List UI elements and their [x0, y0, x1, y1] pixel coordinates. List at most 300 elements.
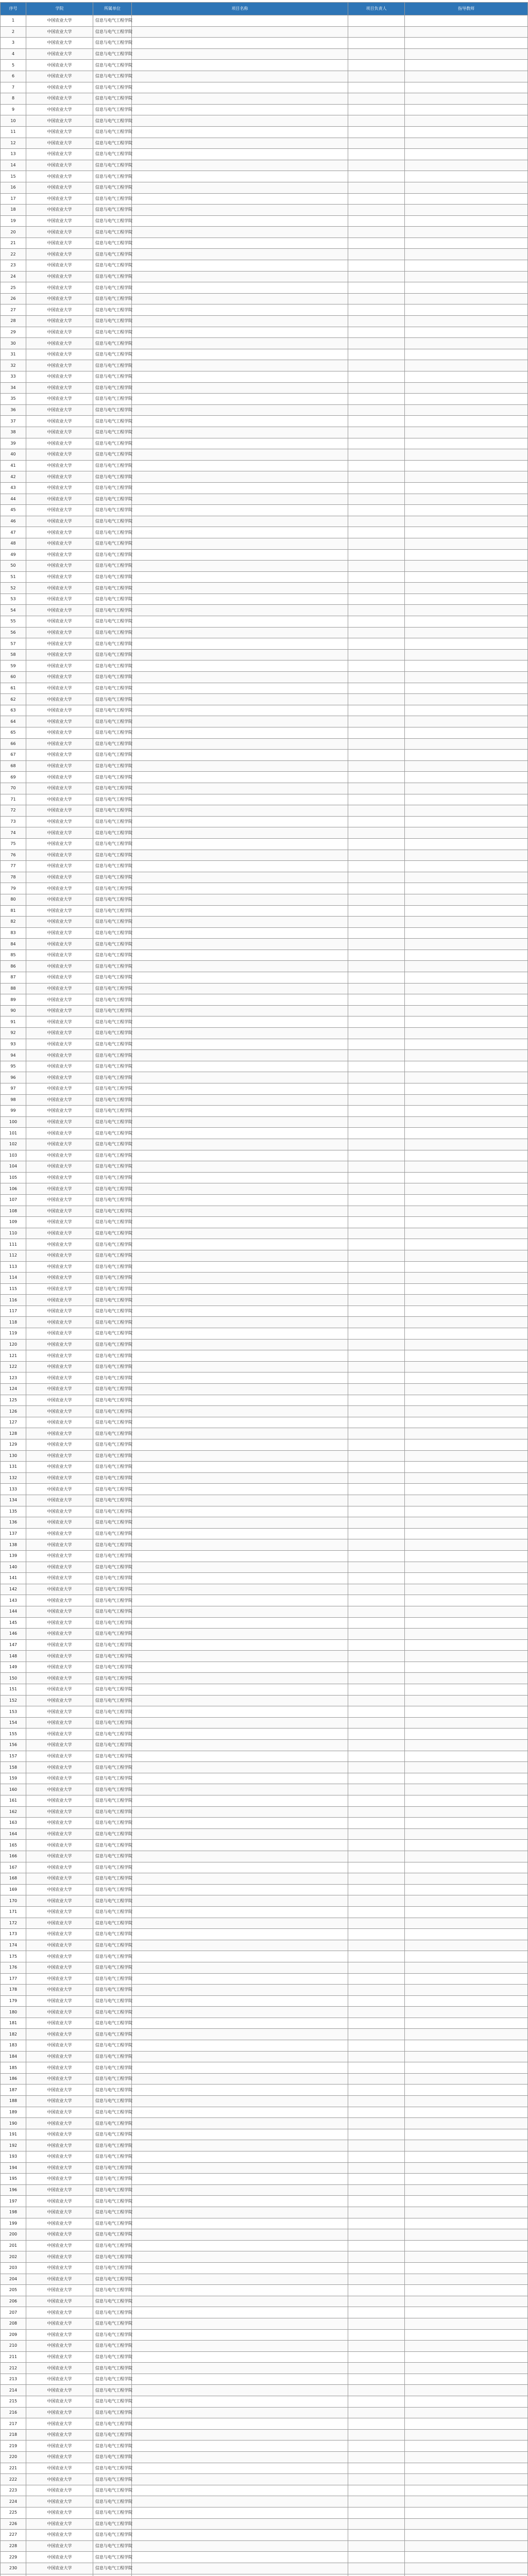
cell-title — [132, 594, 348, 605]
cell-unit: 信息与电气工程学院 — [93, 1061, 132, 1072]
table-row — [1, 883, 528, 894]
cell-advisor — [405, 1161, 528, 1173]
cell-unit: 信息与电气工程学院 — [93, 138, 132, 149]
cell-advisor — [405, 304, 528, 316]
cell-college: 中国农业大学 — [26, 1295, 93, 1306]
table-row — [1, 227, 528, 238]
cell-advisor — [405, 838, 528, 850]
cell-title — [132, 750, 348, 761]
cell-title — [132, 1206, 348, 1217]
cell-unit: 信息与电气工程学院 — [93, 482, 132, 494]
table-row — [1, 2530, 528, 2541]
table-row — [1, 2174, 528, 2185]
cell-lead — [348, 805, 405, 817]
cell-title — [132, 1106, 348, 1117]
cell-seq: 173 — [1, 1929, 26, 1940]
table-row — [1, 2418, 528, 2430]
cell-title — [132, 2140, 348, 2151]
table-row — [1, 1940, 528, 1951]
cell-lead — [348, 160, 405, 171]
cell-college: 中国农业大学 — [26, 1350, 93, 1362]
cell-advisor — [405, 2530, 528, 2541]
cell-lead — [348, 438, 405, 449]
cell-seq: 120 — [1, 1339, 26, 1350]
cell-lead — [348, 460, 405, 471]
cell-unit: 信息与电气工程学院 — [93, 1662, 132, 1673]
cell-unit: 信息与电气工程学院 — [93, 382, 132, 394]
cell-seq: 188 — [1, 2096, 26, 2107]
cell-seq: 73 — [1, 816, 26, 827]
cell-seq: 196 — [1, 2184, 26, 2196]
cell-title — [132, 2530, 348, 2541]
cell-seq: 63 — [1, 705, 26, 716]
cell-seq: 211 — [1, 2351, 26, 2363]
cell-unit: 信息与电气工程学院 — [93, 1495, 132, 1506]
cell-lead — [348, 1795, 405, 1807]
cell-seq: 70 — [1, 783, 26, 794]
cell-advisor — [405, 2496, 528, 2507]
cell-advisor — [405, 2385, 528, 2396]
cell-seq: 67 — [1, 750, 26, 761]
cell-seq: 36 — [1, 404, 26, 416]
cell-advisor — [405, 2429, 528, 2441]
cell-title — [132, 215, 348, 227]
cell-unit: 信息与电气工程学院 — [93, 861, 132, 872]
cell-college: 中国农业大学 — [26, 638, 93, 650]
cell-seq: 170 — [1, 1895, 26, 1907]
cell-college: 中国农业大学 — [26, 149, 93, 160]
cell-lead — [348, 816, 405, 827]
table-row — [1, 2429, 528, 2441]
cell-advisor — [405, 1350, 528, 1362]
cell-college: 中国农业大学 — [26, 1484, 93, 1495]
cell-college: 中国农业大学 — [26, 1328, 93, 1340]
cell-college: 中国农业大学 — [26, 249, 93, 260]
cell-unit: 信息与电气工程学院 — [93, 1250, 132, 1261]
cell-advisor — [405, 983, 528, 994]
table-row — [1, 1651, 528, 1662]
cell-college: 中国农业大学 — [26, 2140, 93, 2151]
cell-college: 中国农业大学 — [26, 2096, 93, 2107]
cell-title — [132, 1228, 348, 1239]
cell-seq: 15 — [1, 171, 26, 182]
cell-unit: 信息与电气工程学院 — [93, 249, 132, 260]
cell-advisor — [405, 2474, 528, 2485]
cell-unit: 信息与电气工程学院 — [93, 2485, 132, 2496]
cell-seq: 69 — [1, 772, 26, 783]
cell-advisor — [405, 1083, 528, 1095]
cell-lead — [348, 1662, 405, 1673]
cell-seq: 26 — [1, 293, 26, 304]
cell-title — [132, 1773, 348, 1784]
cell-unit: 信息与电气工程学院 — [93, 1506, 132, 1517]
cell-unit: 信息与电气工程学院 — [93, 260, 132, 272]
cell-college: 中国农业大学 — [26, 983, 93, 994]
cell-title — [132, 1283, 348, 1295]
cell-college: 中国农业大学 — [26, 561, 93, 572]
cell-lead — [348, 2452, 405, 2463]
cell-unit: 信息与电气工程学院 — [93, 2007, 132, 2018]
cell-college — [26, 2574, 93, 2576]
table-row — [1, 1239, 528, 1250]
cell-title — [132, 538, 348, 549]
cell-title — [132, 1906, 348, 1918]
cell-seq: 116 — [1, 1295, 26, 1306]
table-row — [1, 238, 528, 249]
cell-seq: 9 — [1, 104, 26, 115]
cell-title — [132, 527, 348, 538]
cell-college: 中国农业大学 — [26, 2084, 93, 2096]
cell-lead — [348, 2196, 405, 2207]
cell-college: 中国农业大学 — [26, 282, 93, 294]
table-row — [1, 1795, 528, 1807]
table-row — [1, 1172, 528, 1183]
cell-college: 中国农业大学 — [26, 2341, 93, 2352]
cell-advisor — [405, 1695, 528, 1706]
cell-title — [132, 371, 348, 383]
table-row — [1, 783, 528, 794]
cell-college: 中国农业大学 — [26, 1094, 93, 1106]
cell-unit: 信息与电气工程学院 — [93, 983, 132, 994]
cell-title — [132, 850, 348, 861]
cell-advisor — [405, 2285, 528, 2296]
cell-college: 中国农业大学 — [26, 427, 93, 438]
cell-title — [132, 939, 348, 950]
table-row — [1, 1472, 528, 1484]
cell-seq: 203 — [1, 2262, 26, 2274]
table-row — [1, 149, 528, 160]
cell-advisor — [405, 2363, 528, 2374]
cell-unit: 信息与电气工程学院 — [93, 1350, 132, 1362]
cell-title — [132, 1094, 348, 1106]
cell-advisor — [405, 371, 528, 383]
cell-title — [132, 1662, 348, 1673]
cell-advisor — [405, 2418, 528, 2430]
cell-advisor — [405, 1684, 528, 1696]
cell-lead — [348, 427, 405, 438]
cell-unit: 信息与电气工程学院 — [93, 2229, 132, 2241]
cell-lead — [348, 894, 405, 905]
cell-seq: 39 — [1, 438, 26, 449]
cell-unit: 信息与电气工程学院 — [93, 2540, 132, 2552]
cell-advisor — [405, 1662, 528, 1673]
table-row — [1, 2385, 528, 2396]
cell-title — [132, 338, 348, 349]
column-header-college: 学院 — [26, 3, 93, 15]
cell-lead — [348, 2429, 405, 2441]
cell-advisor — [405, 238, 528, 249]
table-row — [1, 293, 528, 304]
table-row — [1, 2351, 528, 2363]
table-row — [1, 15, 528, 27]
cell-unit: 信息与电气工程学院 — [93, 2518, 132, 2530]
cell-title — [132, 2329, 348, 2341]
cell-lead — [348, 1717, 405, 1728]
cell-title — [132, 1273, 348, 1284]
cell-lead — [348, 1183, 405, 1195]
cell-lead — [348, 683, 405, 694]
cell-advisor — [405, 527, 528, 538]
table-row — [1, 1028, 528, 1039]
cell-college: 中国农业大学 — [26, 2552, 93, 2563]
table-row — [1, 394, 528, 405]
cell-college: 中国农业大学 — [26, 1273, 93, 1284]
table-row — [1, 271, 528, 282]
cell-unit: 信息与电气工程学院 — [93, 561, 132, 572]
cell-lead — [348, 149, 405, 160]
table-row — [1, 1139, 528, 1150]
cell-unit: 信息与电气工程学院 — [93, 1773, 132, 1784]
cell-lead — [348, 571, 405, 583]
cell-lead — [348, 1239, 405, 1250]
cell-title — [132, 1539, 348, 1551]
cell-seq: 142 — [1, 1584, 26, 1595]
cell-unit: 信息与电气工程学院 — [93, 438, 132, 449]
table-row — [1, 939, 528, 950]
cell-seq: 160 — [1, 1784, 26, 1795]
cell-lead — [348, 2341, 405, 2352]
cell-title — [132, 494, 348, 505]
cell-unit: 信息与电气工程学院 — [93, 1005, 132, 1016]
table-row — [1, 2474, 528, 2485]
table-row — [1, 683, 528, 694]
table-row — [1, 872, 528, 883]
cell-advisor — [405, 1194, 528, 1206]
cell-title — [132, 1762, 348, 1773]
table-row — [1, 1406, 528, 1417]
cell-unit: 信息与电气工程学院 — [93, 1417, 132, 1428]
cell-lead — [348, 538, 405, 549]
cell-unit: 信息与电气工程学院 — [93, 1639, 132, 1651]
cell-unit: 信息与电气工程学院 — [93, 1873, 132, 1885]
cell-title — [132, 1962, 348, 1973]
cell-seq: 96 — [1, 1072, 26, 1083]
cell-unit: 信息与电气工程学院 — [93, 271, 132, 282]
cell-seq: 92 — [1, 1028, 26, 1039]
cell-unit: 信息与电气工程学院 — [93, 1439, 132, 1451]
cell-seq: 166 — [1, 1851, 26, 1862]
table-row — [1, 583, 528, 594]
table-row — [1, 1039, 528, 1050]
table-row — [1, 961, 528, 972]
cell-unit: 信息与电气工程学院 — [93, 939, 132, 950]
table-row — [1, 738, 528, 750]
cell-title — [132, 1194, 348, 1206]
cell-title — [132, 2351, 348, 2363]
cell-seq: 106 — [1, 1183, 26, 1195]
cell-seq: 46 — [1, 516, 26, 527]
cell-college: 中国农业大学 — [26, 783, 93, 794]
header-row — [1, 3, 528, 15]
cell-advisor — [405, 783, 528, 794]
cell-seq: 102 — [1, 1139, 26, 1150]
cell-college: 中国农业大学 — [26, 1306, 93, 1317]
cell-seq: 195 — [1, 2174, 26, 2185]
cell-title — [132, 1116, 348, 1128]
cell-advisor — [405, 1273, 528, 1284]
cell-college: 中国农业大学 — [26, 327, 93, 338]
cell-unit: 信息与电气工程学院 — [93, 1283, 132, 1295]
cell-lead — [348, 1261, 405, 1273]
cell-college: 中国农业大学 — [26, 138, 93, 149]
cell-seq: 141 — [1, 1573, 26, 1584]
cell-unit: 信息与电气工程学院 — [93, 471, 132, 483]
cell-title — [132, 1306, 348, 1317]
cell-unit: 信息与电气工程学院 — [93, 883, 132, 894]
cell-lead — [348, 1150, 405, 1161]
cell-seq: 163 — [1, 1818, 26, 1829]
cell-title — [132, 182, 348, 193]
cell-unit: 信息与电气工程学院 — [93, 2341, 132, 2352]
cell-seq: 30 — [1, 338, 26, 349]
table-row — [1, 1584, 528, 1595]
cell-advisor — [405, 1261, 528, 1273]
cell-seq: 78 — [1, 872, 26, 883]
cell-seq: 145 — [1, 1617, 26, 1629]
cell-lead — [348, 327, 405, 338]
cell-advisor — [405, 2096, 528, 2107]
cell-lead — [348, 1372, 405, 1384]
cell-lead — [348, 1918, 405, 1929]
cell-seq: 197 — [1, 2196, 26, 2207]
cell-lead — [348, 2485, 405, 2496]
cell-lead — [348, 2530, 405, 2541]
cell-seq: 14 — [1, 160, 26, 171]
table-row — [1, 1562, 528, 1573]
cell-advisor — [405, 917, 528, 928]
cell-college: 中国农业大学 — [26, 2329, 93, 2341]
table-row — [1, 1929, 528, 1940]
cell-college: 中国农业大学 — [26, 382, 93, 394]
cell-advisor — [405, 404, 528, 416]
cell-college: 中国农业大学 — [26, 1250, 93, 1261]
cell-college: 中国农业大学 — [26, 605, 93, 616]
cell-seq: 200 — [1, 2229, 26, 2241]
table-row — [1, 1361, 528, 1372]
cell-title — [132, 2051, 348, 2062]
cell-seq: 95 — [1, 1061, 26, 1072]
cell-lead — [348, 2407, 405, 2418]
cell-lead — [348, 1528, 405, 1539]
cell-college: 中国农业大学 — [26, 304, 93, 316]
cell-unit: 信息与电气工程学院 — [93, 1617, 132, 1629]
cell-college: 中国农业大学 — [26, 583, 93, 594]
cell-lead — [348, 1094, 405, 1106]
cell-seq: 21 — [1, 238, 26, 249]
cell-unit: 信息与电气工程学院 — [93, 1695, 132, 1706]
cell-college: 中国农业大学 — [26, 1206, 93, 1217]
cell-seq: 148 — [1, 1651, 26, 1662]
cell-seq: 171 — [1, 1906, 26, 1918]
table-row — [1, 1072, 528, 1083]
cell-advisor — [405, 2196, 528, 2207]
cell-unit: 信息与电气工程学院 — [93, 327, 132, 338]
cell-lead — [348, 1550, 405, 1562]
cell-seq: 118 — [1, 1317, 26, 1328]
cell-lead — [348, 138, 405, 149]
table-row — [1, 1728, 528, 1740]
cell-lead — [348, 2029, 405, 2040]
cell-advisor — [405, 1306, 528, 1317]
table-row — [1, 2574, 528, 2576]
cell-advisor — [405, 149, 528, 160]
cell-seq: 58 — [1, 649, 26, 660]
table-row — [1, 1906, 528, 1918]
cell-title — [132, 2073, 348, 2084]
cell-college: 中国农业大学 — [26, 182, 93, 193]
cell-lead — [348, 1106, 405, 1117]
cell-college: 中国农业大学 — [26, 705, 93, 716]
cell-title — [132, 438, 348, 449]
cell-advisor — [405, 1028, 528, 1039]
cell-unit: 信息与电气工程学院 — [93, 104, 132, 115]
cell-seq: 220 — [1, 2452, 26, 2463]
cell-unit: 信息与电气工程学院 — [93, 2318, 132, 2329]
cell-lead — [348, 861, 405, 872]
cell-advisor — [405, 1072, 528, 1083]
cell-seq: 176 — [1, 1962, 26, 1973]
cell-title — [132, 238, 348, 249]
cell-title — [132, 638, 348, 650]
cell-advisor — [405, 1339, 528, 1350]
cell-advisor — [405, 1495, 528, 1506]
cell-title — [132, 2040, 348, 2052]
cell-title — [132, 1295, 348, 1306]
cell-seq: 121 — [1, 1350, 26, 1362]
cell-lead — [348, 48, 405, 60]
cell-college: 中国农业大学 — [26, 60, 93, 71]
cell-advisor — [405, 394, 528, 405]
cell-title — [132, 1172, 348, 1183]
table-row — [1, 927, 528, 939]
cell-unit: 信息与电气工程学院 — [93, 716, 132, 727]
cell-lead — [348, 549, 405, 561]
cell-seq: 221 — [1, 2463, 26, 2474]
cell-college: 中国农业大学 — [26, 2507, 93, 2519]
cell-lead — [348, 1050, 405, 1061]
cell-advisor — [405, 616, 528, 628]
cell-seq: 167 — [1, 1862, 26, 1873]
cell-advisor — [405, 327, 528, 338]
cell-unit: 信息与电气工程学院 — [93, 1918, 132, 1929]
cell-unit: 信息与电气工程学院 — [93, 1194, 132, 1206]
cell-advisor — [405, 1973, 528, 1985]
cell-college: 中国农业大学 — [26, 794, 93, 805]
cell-advisor — [405, 1740, 528, 1751]
cell-advisor — [405, 2051, 528, 2062]
cell-unit: 信息与电气工程学院 — [93, 2162, 132, 2174]
cell-college: 中国农业大学 — [26, 1462, 93, 1473]
cell-advisor — [405, 1873, 528, 1885]
cell-college: 中国农业大学 — [26, 1584, 93, 1595]
cell-college: 中国农业大学 — [26, 1606, 93, 1617]
cell-advisor — [405, 505, 528, 516]
cell-unit: 信息与电气工程学院 — [93, 760, 132, 772]
cell-advisor — [405, 260, 528, 272]
cell-advisor — [405, 1528, 528, 1539]
cell-college: 中国农业大学 — [26, 917, 93, 928]
cell-seq: 93 — [1, 1039, 26, 1050]
cell-college: 中国农业大学 — [26, 571, 93, 583]
cell-seq: 225 — [1, 2507, 26, 2519]
cell-advisor — [405, 772, 528, 783]
cell-college: 中国农业大学 — [26, 2296, 93, 2307]
cell-seq: 97 — [1, 1083, 26, 1095]
cell-lead — [348, 82, 405, 93]
cell-title — [132, 772, 348, 783]
cell-title — [132, 2574, 348, 2576]
table-row — [1, 660, 528, 672]
